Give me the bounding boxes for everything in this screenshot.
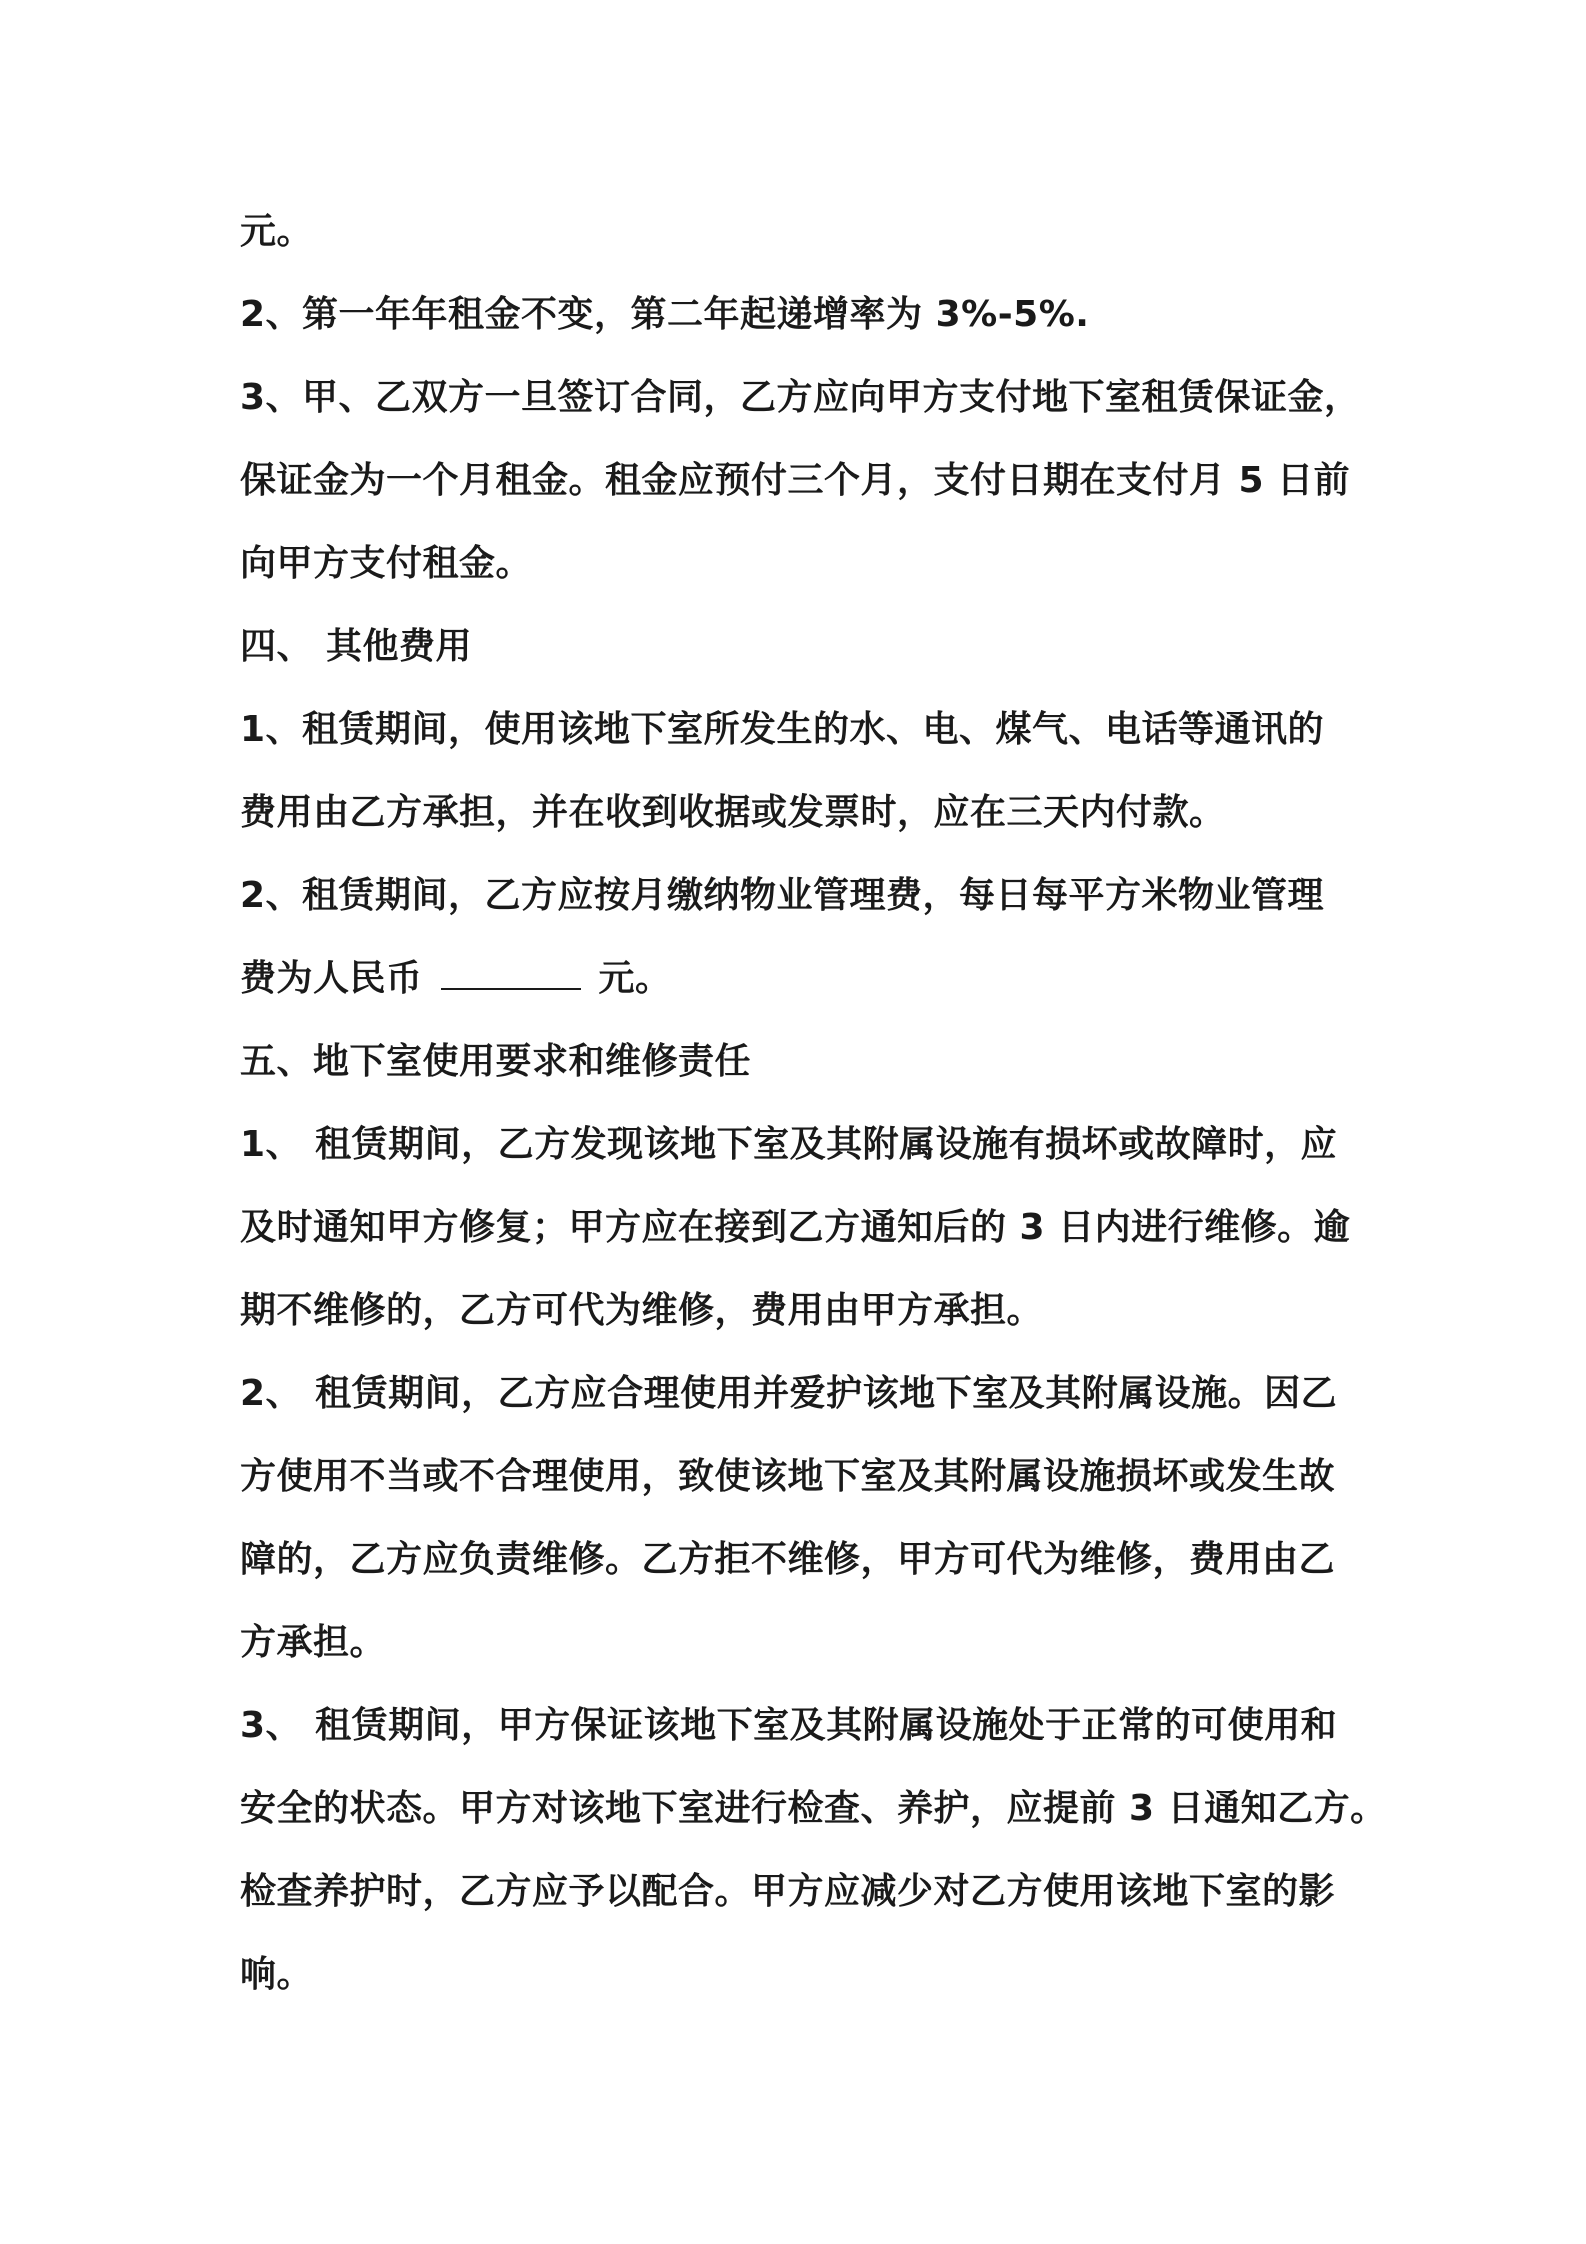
- text-line: 及时通知甲方修复；甲方应在接到乙方通知后的 3 日内进行维修。逾: [240, 1207, 1351, 1248]
- text-line: 检查养护时，乙方应予以配合。甲方应减少对乙方使用该地下室的影: [240, 1871, 1336, 1912]
- text-line: 2、租赁期间，乙方应按月缴纳物业管理费，每日每平方米物业管理: [240, 875, 1325, 916]
- fill-in-blank: [441, 958, 581, 990]
- text-line: 费用由乙方承担，并在收到收据或发票时，应在三天内付款。: [240, 792, 1226, 833]
- section-heading: 四、 其他费用: [240, 626, 473, 667]
- fee-prefix: 费为人民币: [240, 958, 423, 999]
- text-line: 1、租赁期间，使用该地下室所发生的水、电、煤气、电话等通讯的: [240, 709, 1325, 750]
- text-line: 向甲方支付租金。: [240, 543, 533, 584]
- text-line: 响。: [240, 1954, 314, 1995]
- text-line: 3、 租赁期间，甲方保证该地下室及其附属设施处于正常的可使用和: [240, 1705, 1338, 1746]
- document-body: [240, 190, 1387, 2016]
- text-line: 2、 租赁期间，乙方应合理使用并爱护该地下室及其附属设施。因乙: [240, 1373, 1338, 1414]
- fee-line: [240, 937, 1355, 1020]
- text-line: 2、第一年年租金不变，第二年起递增率为 3%-5%.: [240, 294, 1090, 335]
- fee-suffix: 元。: [598, 958, 672, 999]
- text-line: 安全的状态。甲方对该地下室进行检查、养护，应提前 3 日通知乙方。: [240, 1788, 1387, 1829]
- text-line: 1、 租赁期间，乙方发现该地下室及其附属设施有损坏或故障时，应: [240, 1124, 1338, 1165]
- text-line: 保证金为一个月租金。租金应预付三个月，支付日期在支付月 5 日前: [240, 460, 1351, 501]
- section-heading: 五、地下室使用要求和维修责任: [240, 1041, 752, 1082]
- text-line: 3、甲、乙双方一旦签订合同，乙方应向甲方支付地下室租赁保证金，: [240, 377, 1361, 418]
- text-line: 期不维修的，乙方可代为维修，费用由甲方承担。: [240, 1290, 1044, 1331]
- text-line: 方承担。: [240, 1622, 387, 1663]
- text-line: 元。: [240, 211, 314, 252]
- text-line: 障的，乙方应负责维修。乙方拒不维修，甲方可代为维修，费用由乙: [240, 1539, 1336, 1580]
- text-line: 方使用不当或不合理使用，致使该地下室及其附属设施损坏或发生故: [240, 1456, 1336, 1497]
